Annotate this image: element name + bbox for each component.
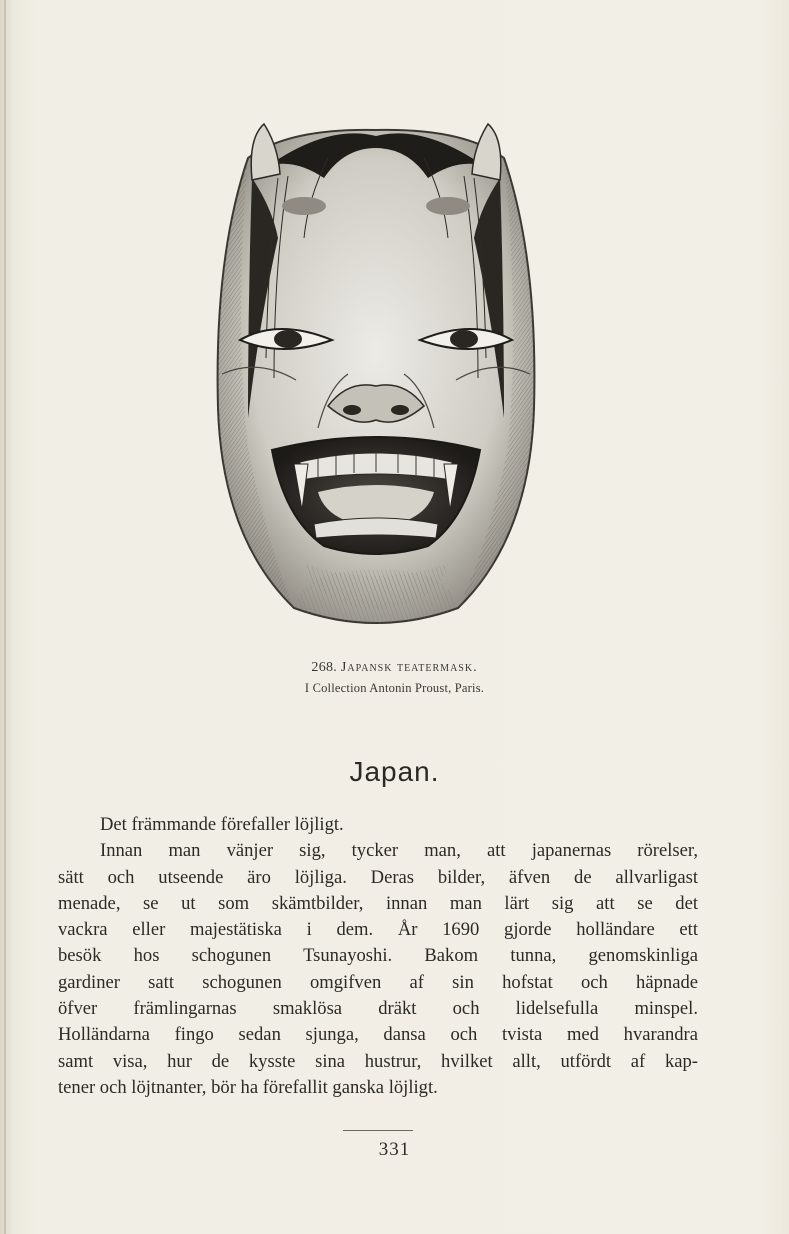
text-line: Innan man vänjer sig, tycker man, att japanernas rörelser, xyxy=(100,840,698,862)
body-paragraphs xyxy=(58,812,698,1101)
text-line: samt visa, hur de kysste sina hustrur, hvilket allt, utfördt af kap- xyxy=(58,1050,698,1072)
text-line: gardiner satt schogunen omgifven af sin hofstat och häpnade xyxy=(58,971,698,993)
figure-caption xyxy=(0,660,789,676)
page-number: 331 xyxy=(378,1139,411,1160)
text-line: tener och löjtnanter, bör ha förefallit ganska löjligt. xyxy=(58,1076,438,1098)
figure-number: 268. xyxy=(311,660,338,675)
text-line: sätt och utseende äro löjliga. Deras bilder, äfven de allvarligast xyxy=(58,866,698,888)
text-line: menade, se ut som skämtbilder, innan man lärt sig att se det xyxy=(58,892,698,914)
figure-credit: I Collection Antonin Proust, Paris. xyxy=(304,681,485,695)
japanese-theater-mask-illustration xyxy=(208,118,544,630)
page-gutter xyxy=(4,0,6,1234)
text-line: Holländarna fingo sedan sjunga, dansa och tvista med hvarandra xyxy=(58,1024,698,1046)
text-line: öfver främlingarnas smaklösa dräkt och lidelsefulla minspel. xyxy=(58,998,698,1020)
section-heading: Japan. xyxy=(349,756,440,787)
figure-title: Japansk teatermask. xyxy=(340,660,478,675)
page-number-rule xyxy=(343,1130,413,1131)
text-line: vackra eller majestätiska i dem. År 1690 gjorde holländare ett xyxy=(58,919,698,941)
text-line: Det främmande förefaller löjligt. xyxy=(100,814,344,835)
text-line: besök hos schogunen Tsunayoshi. Bakom tunna, genomskinliga xyxy=(58,945,698,967)
